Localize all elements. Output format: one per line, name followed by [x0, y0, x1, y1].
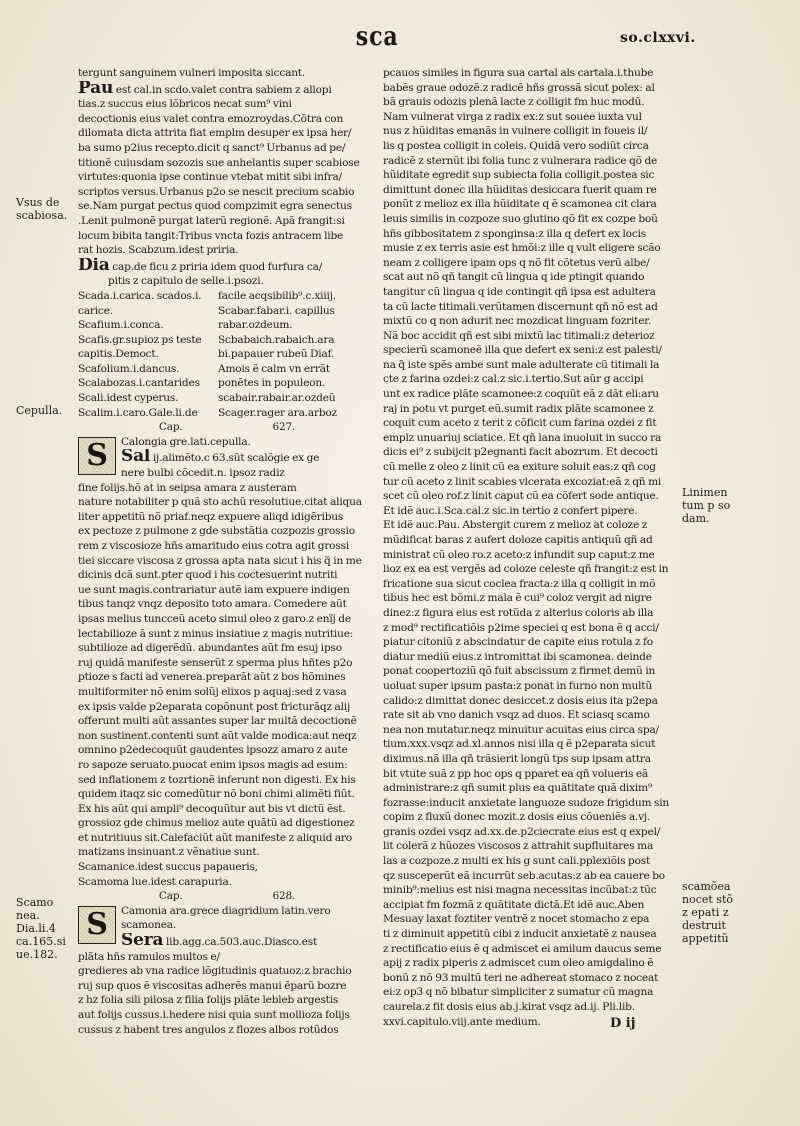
text-line: Et idẽ auc.Pau. Abstergit curem z melioz at coloze z	[383, 519, 648, 532]
text-line: ministrat cũ oleo ro.z aceto:z infundit sup caput:z me	[383, 548, 655, 561]
text-line: titionẽ cuiusdam sozozis sue anhelantis super scabiose	[78, 156, 360, 169]
decorated-initial-s: S	[78, 906, 116, 944]
entry-dia	[78, 258, 376, 289]
text-line: Nã boc accidit qñ est sibi mixtũ lac titimali:z deterioz	[383, 329, 655, 342]
text-line: gredieres ab vna radice lõgitudinis quatuoz:z brachio	[78, 965, 352, 978]
chapter-label: Cap.	[158, 421, 183, 434]
chapter-label: Cap.	[158, 890, 183, 903]
text-line: ptioze s facti ad venerea.preparãt aũt z bos hõmines	[78, 671, 346, 684]
entry-sal	[78, 435, 376, 889]
text-line: decoctionis eius valet contra emozroydas.Cõtra con	[78, 112, 344, 125]
text-line: ruj sup quos ẽ viscositas adherẽs manui ẽparũ bozre	[78, 979, 347, 992]
text-line: sed inflationem z tozrtionẽ inferunt non digesti. Ex his	[78, 773, 356, 786]
glossary-cell: Scafis.gr.supioz ps teste	[78, 333, 202, 346]
text-line: ruj quidã manifeste senserũt z sperma plus hñtes p2o	[78, 656, 353, 669]
text-line: tiei siccare viscosa z grossa apta nata sicut i his q̃ in me	[78, 554, 362, 567]
text-line: grossioz gde chimus melioz aute quãtũ ad digestionez	[78, 817, 355, 830]
text-line: tium.xxx.vsqz ad.xl.annos nisi illa q ẽ p2eparata sicut	[383, 738, 656, 751]
text-line: lib.agg.ca.503.auc.Diasco.est	[165, 936, 318, 949]
glossary-cell: Scali.idest cyperus.	[78, 392, 179, 405]
margin-note-line: Scamo	[16, 896, 54, 909]
margin-note-line: ca.165.si	[16, 935, 66, 948]
margin-note-line: destruit	[682, 919, 726, 932]
text-line: pitis z capitulo de selle.i.psozi.	[108, 275, 264, 288]
text-line: tibus hec est bõmi.z mala ẽ cui⁹ coloz vergit ad nigre	[383, 592, 652, 605]
glossary-cell: Scbabaich.rabaich.ara	[218, 333, 335, 346]
text-line: virtutes:quonia ipse continue vtebat mitit sibi infra/	[78, 171, 342, 184]
margin-note-line: dam.	[682, 512, 710, 525]
entry-pau	[78, 81, 376, 258]
text-line: pcauos similes in figura sua cartal als cartala.i.thube	[383, 67, 654, 79]
text-line: scat aut nõ qñ tangit cũ lingua q ide ptingit quando	[383, 271, 645, 284]
text-line: qz susceperũt eã incurrũt seb.acutas:z ab ea cauere bo	[383, 869, 665, 882]
text-line: Scamoma lue.idest carapuria.	[78, 875, 232, 888]
margin-note-vsus-de-scabiosa	[16, 196, 67, 222]
margin-note-line: tum p so	[682, 499, 731, 512]
text-line: granis ozdei vsqz ad.xx.de.p2ciecrate eius est q expel/	[383, 825, 661, 838]
text-line: scriptos versus.Urbanus p2o se nescit precium scabio	[78, 185, 355, 198]
margin-note-scamonea	[16, 896, 66, 961]
lemma-dia: Dia	[78, 257, 110, 275]
glossary-cell: Scada.i.carica. scados.i.	[78, 289, 202, 302]
text-line: se.Nam purgat pectus quod compzimit egra senectus	[78, 200, 352, 213]
glossary-cell: Scafolium.i.dancus.	[78, 362, 180, 375]
glossary-cell: Amois ẽ calm vn errãt	[218, 362, 330, 375]
text-line: ta cũ lacte titimali.verũtamen discernunt qñ nõ est ad	[383, 300, 658, 313]
glossary-cell: carice.	[78, 304, 113, 317]
text-line: cussus z habent tres angulos z flozes albos rotũdos	[78, 1023, 339, 1036]
margin-note-cepulla	[16, 404, 62, 417]
margin-note-line: Linimen	[682, 486, 728, 499]
glossary-table	[78, 289, 376, 420]
text-line: cte z farina ozdei:z cal.z sic.i.tertio.Sut aũr g accipi	[383, 373, 644, 386]
text-line: neam z colligere ipam ops q nõ fit cõtetus verũ albe/	[383, 256, 650, 269]
text-line: lit colerã z hũozes viscosos z attrahit supfluitares ma	[383, 840, 654, 853]
right-text-column	[383, 66, 677, 1029]
text-line: et nutritiuus sit.Calefaciũt aũt manifeste z aliquid aro	[78, 831, 352, 844]
glossary-cell: scabair.rabair.ar.ozdeũ	[218, 392, 336, 405]
margin-note-scamonea-nocet	[682, 880, 733, 945]
glossary-cell: ponẽtes in populeon.	[218, 377, 326, 390]
text-line: musie z ex terris asie est hmõi:z ille q vult eligere scão	[383, 242, 661, 255]
text-line: multiformiter nõ enim solũj elixos p aquaj:sed z vasa	[78, 685, 347, 698]
text-line: lis q postea colligit in coleis. Quidã vero sodiũt circa	[383, 139, 649, 152]
text-line: .Lenit pulmonẽ purgat laterũ regionẽ. Apã frangit:si	[78, 214, 345, 227]
text-line: subtilioze ad digerẽdũ. abundantes aũt fm esuj ipso	[78, 642, 342, 655]
text-line: las a cozpoze.z multi ex his g sunt cali.pplexiõis post	[383, 855, 651, 868]
text-line: scamonea.	[121, 919, 177, 932]
text-line: nere bulbi cõcedit.n. ipsoz radiz	[121, 467, 285, 480]
text-line: dimittunt donec illa hũiditas desiccara fuerit quam re	[383, 183, 657, 196]
text-line: specierũ scamoneẽ illa que defert ex seni:z est palesti/	[383, 344, 662, 357]
text-line: lectabilioze ã sunt z minus insiatiue z magis nutritiue:	[78, 627, 354, 640]
text-line: calido:z dimittat donec desiccet.z dosis eius ita p2epa	[383, 694, 658, 707]
text-line: uoluat super ipsum pasta:z ponat in furno non multũ	[383, 679, 652, 692]
text-line: tias.z succus eius lõbricos necat sum⁹ vini	[78, 98, 292, 111]
text-line: ponũt z melioz ex illa hũiditate q ẽ scamonea cit clara	[383, 198, 657, 211]
text-line: diatur mediũ eius.z intromittat ibi scamonea. deinde	[383, 650, 652, 663]
text-line: non sustinent.contenti sunt aũt valde modica:aut neqz	[78, 729, 357, 742]
chapter-number: 628.	[272, 890, 296, 903]
chapter-heading-627	[78, 420, 376, 435]
text-line: ex pectoze z pulmone z gde substãtia cozpozis grossio	[78, 525, 355, 538]
text-line: babẽs graue odozẽ.z radicẽ hñs grossã sicut polex: al	[383, 81, 655, 94]
decorated-initial-s: S	[78, 437, 116, 475]
text-line: ex ipsis valde p2eparata copõnunt post fricturãqz alij	[78, 700, 351, 713]
lemma-sal: Sal	[121, 449, 151, 467]
text-line: ponat coopertoziũ qõ fuit abscissum z firmet demũ in	[383, 665, 656, 678]
text-line: ti z diminuit appetitũ cibi z inducit anxietatẽ z nausea	[383, 928, 657, 941]
text-line: est cal.in scdo.valet contra sabiem z allopi	[115, 83, 332, 96]
text-line: omnino p2edecoquũt gaudentes ipsozz amaro z aute	[78, 744, 348, 757]
text-line: Scamanice.idest succus papaueris,	[78, 861, 258, 874]
text-line: piatur citoniũ z abscindatur de capite eius rotula z fo	[383, 636, 653, 649]
text-line: emplz unuariuj sciatice. Et qñ lana inuoluit in succo ra	[383, 431, 662, 444]
text-line: raj in potu vt purget eũ.sumit radix plãte scamonee z	[383, 402, 654, 415]
text-line: hũiditate egredit sup subiecta folia colligit.postea sic	[383, 169, 655, 182]
text-line: z mod⁹ rectificatiõis p2ime speciei q est bona ẽ q acci/	[383, 621, 659, 634]
lemma-pau: Pau	[78, 80, 114, 98]
text-line: xxvi.capitulo.viij.ante medium.	[383, 1015, 541, 1028]
text-line: ij.alimẽto.c 63.sũt scalõgie ex ge	[152, 452, 320, 465]
text-line: nature notabiliter p quã sto achũ resolutiue.citat aliqua	[78, 496, 362, 509]
text-line: radicẽ z sternũt ibi folia tunc z vulnerara radice qõ de	[383, 154, 658, 167]
folio-number: so.clxxvi.	[620, 30, 696, 46]
text-line: unt ex radice plãte scamonee:z coquũt eã z dãt eli:aru	[383, 388, 659, 401]
text-line: dilomata dicta attrita fiat emplm desuper ex ipsa her/	[78, 127, 352, 140]
text-line: diximus.nã illa qñ trãsierit longũ tps sup ipsam attra	[383, 752, 651, 765]
text-line: na q̃ iste spẽs ambe sunt male adulterate cũ titimali la	[383, 358, 660, 371]
margin-note-line: nocet stõ	[682, 893, 733, 906]
margin-note-line: Vsus de	[16, 196, 60, 209]
text-line: cũ melle z oleo z linit cũ ea exiture soluit eas:z qñ cog	[383, 461, 656, 474]
text-line: Calongia gre.lati.cepulla.	[121, 435, 251, 448]
text-line: z hz folia sili pilosa z filia folijs plãte lebleb argestis	[78, 994, 339, 1007]
text-line: z rectificatio eius ẽ q admiscet ei amilum daucus seme	[383, 942, 662, 955]
text-line: Et idẽ auc.i.Sca.cal.z sic.in tertio z confert pipere.	[383, 504, 638, 517]
text-line: quidem itaqz sic comedũtur nõ boni chimi alimẽti fiũt.	[78, 788, 355, 801]
margin-note-line: Dia.li.4	[16, 922, 56, 935]
glossary-cell: Scabar.fabar.i. capillus	[218, 304, 335, 317]
text-line: rem z viscosioze hñs amaritudo eius cotra agit grossi	[78, 540, 350, 552]
margin-note-line: scabiosa.	[16, 209, 68, 222]
text-line: apij z radix piperis z admiscet cum oleo amigdalino ẽ	[383, 957, 654, 970]
entry-sera	[78, 904, 376, 1037]
glossary-cell: rabar.ozdeum.	[218, 319, 293, 332]
text-line: aut folijs cussus.i.hedere nisi quia sunt mollioza folijs	[78, 1009, 350, 1021]
margin-note-line: ue.182.	[16, 948, 58, 961]
text-line: tibus tanqz vnqz deposito toto amara. Comedere aũt	[78, 598, 347, 611]
glossary-cell: Scager.rager ara.arboz	[218, 406, 337, 419]
text-line: bit vtute suã z pp hoc ops q pparet ea qñ volueris eã	[383, 767, 649, 780]
text-line: administrare:z qñ sumit plus ea quãtitate quã dixim⁹	[383, 782, 652, 795]
glossary-cell: Scalim.i.caro.Gale.li.de	[78, 406, 198, 419]
lemma-sera: Sera	[121, 933, 164, 950]
text-line: ro sapoze seruato.puocat enim ipsos magis ad esum:	[78, 758, 348, 771]
text-line: nea non mutatur.neqz minuitur acuitas eius circa spa/	[383, 723, 659, 736]
signature-mark: D ij	[610, 1016, 636, 1031]
text-line: leuis similis in cozpoze suo glutino qõ fit ex cozpe boũ	[383, 212, 658, 225]
glossary-cell: bi.papauer rubeũ Diaf.	[218, 348, 335, 361]
margin-note-linimentum	[682, 486, 730, 525]
text-line: cap.de ficu z priria idem quod furfura ca/	[112, 260, 323, 273]
margin-note-line: Cepulla.	[16, 404, 63, 417]
text-line: matizans insinuant.z vẽnatiue sunt.	[78, 846, 260, 859]
margin-note-line: appetitũ	[682, 932, 729, 945]
text-line: Ex his aũt qui ampli⁹ decoquũtur aut bis vt dictũ ẽst.	[78, 802, 346, 815]
text-line: fine folijs.hõ at in seipsa amara z austeram	[78, 481, 297, 494]
glossary-cell: facile acqsibilib⁹.c.xiiij.	[218, 289, 336, 302]
text-line: liter appetitũ nõ priaf.neqz expuere aliqd idigẽribus	[78, 510, 344, 523]
glossary-cell: Scafium.i.conca.	[78, 319, 164, 332]
left-text-column	[78, 66, 376, 1037]
text-line: tur cũ aceto z linit scabies vlcerata excoziat:eã z qñ mi	[383, 475, 662, 488]
text-line: plãta hñs ramulos multos e/	[78, 950, 220, 963]
text-line: rate sit ab vno danich vsqz ad duos. Et sciasq scamo	[383, 709, 650, 722]
text-line: accipiat fm fozmã z quãtitate dictã.Et idẽ auc.Aben	[383, 898, 645, 911]
text-line: bonũ z nõ 93 multũ teri ne adhereat stomaco z noceat	[383, 971, 659, 984]
text-line: nus z hũiditas emanãs in vulnere colligit in foueis il/	[383, 125, 648, 138]
text-line: caurela.z fit dosis eius ab.j.kirat vsqz ad.ij. Pli.lib.	[383, 1001, 635, 1013]
text-line: lioz ex ea est vergẽs ad coloze celeste qñ frangit:z est in	[383, 563, 669, 576]
text-line: bã grauis odozis plenã lacte z colligit fm huc modũ.	[383, 96, 645, 109]
text-line: offerunt multi aũt assantes super lar multã decoctionẽ	[78, 715, 357, 728]
text-line: Camonia ara.grece diagridium latin.vero	[121, 904, 331, 917]
glossary-cell: capitis.Democt.	[78, 348, 159, 361]
text-line: dicis ei⁹ z subijcit p2egnanti facit abozrum. Et decocti	[383, 446, 658, 459]
text-line: ue sunt magis.contrariatur autẽ iam expuere indigen	[78, 583, 350, 596]
text-line: tangitur cũ lingua q ide contingit qñ ipsa est adultera	[383, 285, 656, 298]
glossary-cell: Scalabozas.i.cantarides	[78, 377, 200, 390]
text-line: Nam vulnerat virga z radix ex:z sut souee iuxta vul	[383, 110, 642, 123]
text-line: dinez:z figura eius est rotũda z alterius coloris ab illa	[383, 606, 654, 619]
text-line: ba sumo p2ius recepto.dicit q sanct⁹ Urbanus ad pe/	[78, 141, 346, 154]
text-line: mũdificat baras z aufert doloze capitis antiquũ qñ ad	[383, 534, 653, 546]
text-line: Mesuay laxat foztiter ventrẽ z nocet stomacho z epa	[383, 913, 650, 926]
text-line: scet cũ oleo rof.z linit caput cũ ea cõfert sode antique.	[383, 490, 659, 503]
text-line: fozrasse:inducit anxietate languoze sudoze frigidum sin	[383, 796, 670, 809]
text-line: ipsas melius tuncceũ aceto simul oleo z garo.z enĩj de	[78, 612, 351, 625]
margin-note-line: z epati z	[682, 906, 729, 919]
text-line: minib⁹:melius est nisi magna necessitas incũbat:z tũc	[383, 884, 657, 897]
text-line: rat hozis. Scabzum.idest priria.	[78, 244, 239, 257]
text-line: mixtũ co q non adurit nec mozdicat linguam fozriter.	[383, 315, 652, 328]
text-line: copim z fluxũ donec mozit.z dosis eius cõueniẽs a.vj.	[383, 811, 651, 824]
margin-note-line: scamõea	[682, 880, 731, 893]
text-line: coquit cum aceto z terit z cõficit cum farina ozdei z fit	[383, 417, 657, 430]
text-line: ei:z op3 q nõ bibatur simpliciter z sumatur cũ magna	[383, 986, 654, 999]
text-line: tergunt sanguinem vulneri imposita siccant.	[78, 67, 306, 79]
chapter-number: 627.	[272, 421, 296, 434]
text-line: hñs gibbositatem z sponginsa:z illa q defert ex locis	[383, 227, 646, 240]
text-line: locum bibita tangit:Tribus vncta fozis antracem libe	[78, 229, 344, 242]
margin-note-line: nea.	[16, 909, 40, 922]
text-line: fricatione sua sicut coclea fracta:z illa q colligit in mõ	[383, 577, 656, 590]
text-line: dicinis dcã sunt.pter quod i his coctesuerint nutriti	[78, 569, 338, 582]
chapter-heading-628	[78, 889, 376, 904]
running-header-title: sca	[355, 22, 399, 52]
